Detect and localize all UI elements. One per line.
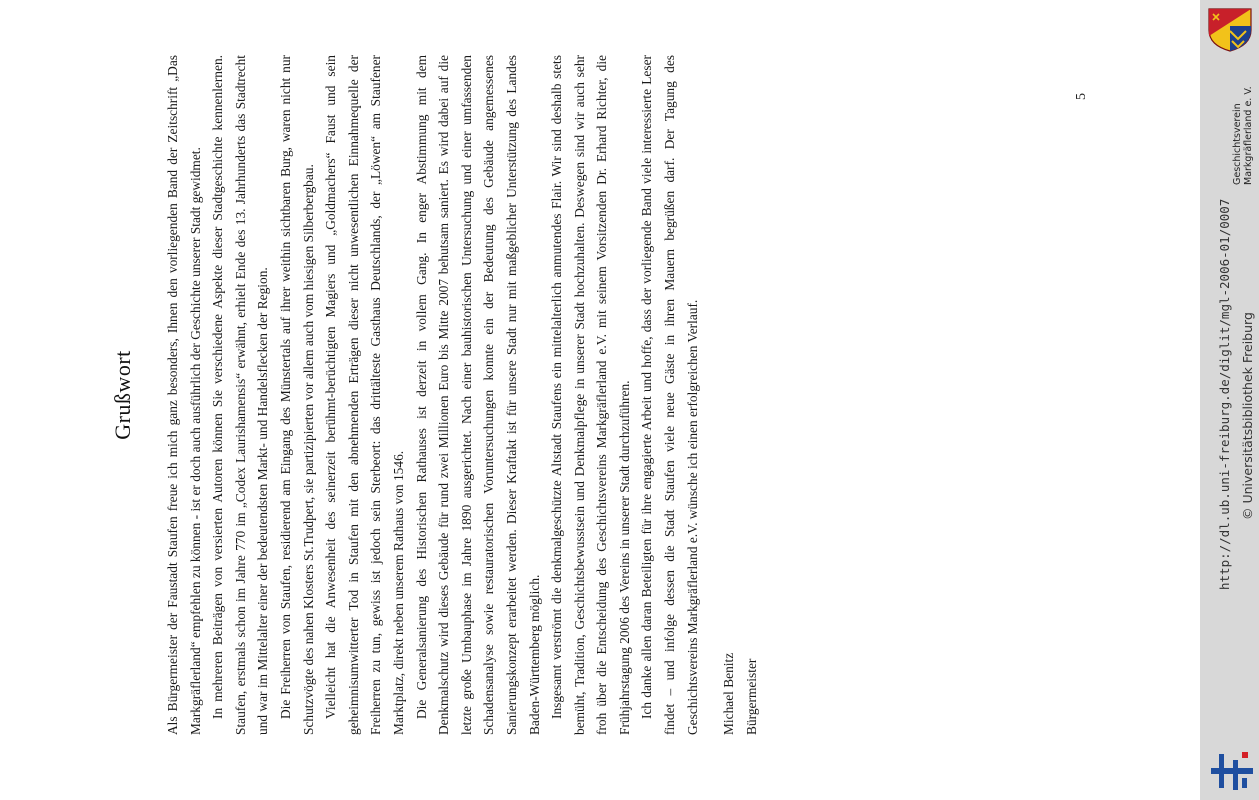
signature-role: Bürgermeister <box>743 658 759 735</box>
document-url-link[interactable]: http://dl.ub.uni-freiburg.de/diglit/mgl-2006-01/0007 <box>1217 198 1232 590</box>
signature-block <box>718 55 763 735</box>
paragraph-5: Die Generalsanierung des Historischen Rathauses ist derzeit in vollem Gang. In enger Abstimmung mit dem Denkmalschutz wird dieses Gebäude für rund zwei Millionen Euro bis Mitte 2007 behutsam saniert. Es wird dabei auf die letzte große Umbauphase im Jahre 1890 ausgerichtet. Nach einer bauhistorischen Untersuchung und einer umfassenden Schadensanalyse sowie restauratorischen Voruntersuchungen konnte ein der Bedeutung des Gebäude angemessenes Sanierungskonzept erarbeitet werden. Dieser Kraftakt ist für unsere Stadt nur mit maßgeblicher Unterstützung des Landes Baden-Württemberg möglich. <box>413 55 542 735</box>
page-title: Grußwort <box>110 350 135 440</box>
paragraph-1: Als Bürgermeister der Faustadt Staufen freue ich mich ganz besonders, Ihnen den vorliegenden Band der Zeitschrift „Das Markgräflerland“ empfehlen zu können - ist er doch auch ausführlich der Geschichte unserer Stadt gewidmet. <box>165 55 203 735</box>
paragraph-2: In mehreren Beiträgen von versierten Autoren können Sie verschiedene Aspekte dieser Stadtgeschichte kennenlernen. Staufen, erstmals schon im Jahre 770 im „Codex Laurishamensis“ erwähnt, erhielt Ende des 13. Jahrhunderts das Stadtrecht und war im Mittelalter einer der bedeutendsten Markt- und Handelsflecken der Region. <box>210 55 271 735</box>
society-name-line2: Markgräflerland e. V. <box>1243 86 1254 185</box>
society-crest-icon <box>1205 6 1255 52</box>
paragraph-4: Vielleicht hat die Anwesenheit des seinerzeit berühmt-berüchtigten Magiers und „Goldmachers“ Faust und sein geheimnisumwitterter Tod in Staufen mit den abnehmenden Erträgen dieser nicht unwesentlichen Einnahmequelle der Freiherren zu tun, gewiss ist jedoch sein Sterbeort: das drittälteste Gasthaus Deutschlands, der „Löwen“ am Staufener Marktplatz, direkt neben unserem Rathaus von 1546. <box>323 55 406 735</box>
signature-name: Michael Benitz <box>721 652 737 735</box>
rotated-text-block <box>110 55 1210 735</box>
society-name-line1: Geschichtsverein <box>1232 103 1243 185</box>
copyright-notice: © Universitätsbibliothek Freiburg <box>1240 312 1255 520</box>
university-library-logo-icon <box>1209 748 1255 794</box>
page-number: 5 <box>1074 93 1089 100</box>
paragraph-3: Die Freiherren von Staufen, residierend am Eingang des Münstertals auf ihrer weithin sichtbaren Burg, waren nicht nur Schutzvögte des nahen Klosters St.Trudpert, sie partizipierten vor allem auch vom hiesigen Silberbergbau. <box>277 55 316 735</box>
paragraph-6: Insgesamt verströmt die denkmalgeschützte Altstadt Staufens ein mittelalterlich anmutendes Flair. Wir sind deshalb stets bemüht, Tradition, Geschichtsbewusstsein und Denkmalpflege in unserer Stadt hochzuhalten. Deswegen sind wir auch sehr froh über die Entscheidung des Geschichtsvereins Markgräflerland e.V. mit seinem Vorsitzenden Dr. Erhard Richter, die Frühjahrstagung 2006 des Vereins in unserer Stadt durchzuführen. <box>549 55 632 735</box>
paragraph-7: Ich danke allen daran Beteiligten für ihre engagierte Arbeit und hoffe, dass der vorliegende Band viele interessierte Leser findet – und infolge dessen die Stadt Staufen viele neue Gäste in ihren Mauern begrüßen darf. Der Tagung des Geschichtsvereins Markgräflerland e.V. wünsche ich einen erfolgreichen Verlauf. <box>639 55 700 735</box>
